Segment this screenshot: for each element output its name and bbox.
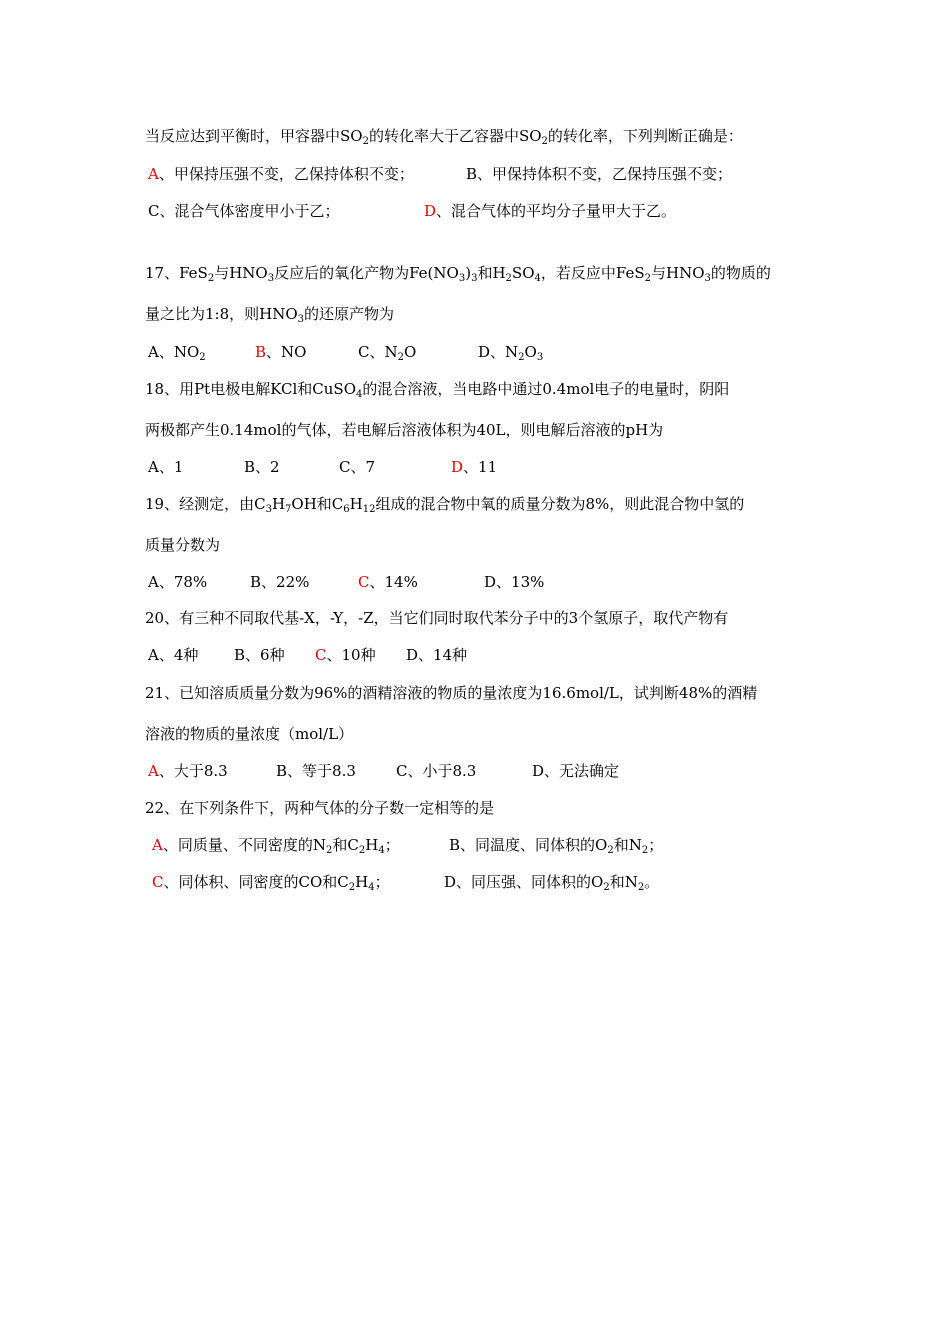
q21-option-c[interactable]: C、小于8.3 [396, 762, 477, 780]
q17-stem-line-2: 量之比为1:8，则$HNO_3$的还原产物为 [145, 305, 395, 325]
q21-option-a[interactable]: A、大于8.3 [148, 762, 228, 780]
q16-option-c[interactable]: C、混合气体密度甲小于乙； [148, 202, 340, 220]
q19-option-d[interactable]: D、13% [484, 573, 545, 591]
q20-option-a[interactable]: A、4种 [148, 646, 199, 664]
q16-options-row-2 [148, 201, 676, 221]
q21-option-d[interactable]: D、无法确定 [532, 762, 620, 780]
q18-options [148, 457, 497, 477]
q22-stem-line: 22、在下列条件下，两种气体的分子数一定相等的是 [145, 799, 495, 817]
q22-option-b[interactable]: B、同温度、同体积的$O_2$和$N_2$； [449, 836, 664, 856]
q16-options-row-1 [148, 164, 732, 184]
q19-stem-line-1: 19、经测定，由$C_3H_7OH$和$C_6H_{12}$组成的混合物中氧的质量分数为8%，则此混合物中氢的 [145, 495, 745, 515]
q17-options [148, 342, 543, 362]
q20-options [148, 645, 467, 665]
q22-option-a[interactable]: A、同质量、不同密度的$N_2$和$C_2H_4$； [152, 836, 400, 856]
q20-stem-line: 20、有三种不同取代基-X，-Y，-Z，当它们同时取代苯分子中的3个氢原子，取代产物有 [145, 609, 729, 627]
q18-stem-line-2: 两极都产生0.14mol的气体，若电解后溶液体积为40L，则电解后溶液的pH为 [145, 421, 664, 439]
q16-stem-line: 当反应达到平衡时，甲容器中$SO_2$的转化率大于乙容器中$SO_2$的转化率，下列判断正确是： [145, 127, 743, 147]
q19-option-b[interactable]: B、22% [250, 573, 310, 591]
q17-option-d[interactable]: D、$N_2O_3$ [478, 343, 544, 363]
q18-option-a[interactable]: A、1 [148, 458, 184, 476]
q22-options-row-2 [152, 872, 659, 892]
q18-stem-line-1: 18、用Pt电极电解KCl和CuSO$_4$的混合溶液，当电路中通过0.4mol电子的电量时，阴阳 [145, 380, 730, 400]
q19-options [148, 572, 544, 592]
q17-option-b[interactable]: B、NO [255, 343, 307, 361]
q22-option-c[interactable]: C、同体积、同密度的CO和$C_2H_4$； [152, 873, 390, 893]
q16-option-b[interactable]: B、甲保持体积不变，乙保持压强不变； [466, 165, 733, 183]
q21-stem-line-2: 溶液的物质的量浓度（mol/L） [145, 725, 354, 743]
q16-option-d[interactable]: D、混合气体的平均分子量甲大于乙。 [424, 202, 677, 220]
q21-option-b[interactable]: B、等于8.3 [276, 762, 356, 780]
q17-stem-line-1: 17、FeS$_2$与$HNO_3$反应后的氧化产物为$Fe(NO_3)_3$和$H_2SO_4$，若反应中FeS$_2$与$HNO_3$的物质的 [145, 264, 771, 284]
q17-option-a[interactable]: A、$NO_2$ [148, 343, 206, 363]
q16-option-a[interactable]: A、甲保持压强不变，乙保持体积不变； [148, 165, 414, 183]
q18-option-c[interactable]: C、7 [339, 458, 376, 476]
q18-option-b[interactable]: B、2 [244, 458, 280, 476]
q22-options-row-1 [152, 835, 663, 855]
q21-stem-line-1: 21、已知溶质质量分数为96%的酒精溶液的物质的量浓度为16.6mol/L，试判断48%的酒精 [145, 684, 758, 702]
q18-option-d[interactable]: D、11 [451, 458, 498, 476]
q22-option-d[interactable]: D、同压强、同体积的$O_2$和$N_2$。 [444, 873, 660, 893]
q19-stem-line-2: 质量分数为 [145, 536, 221, 554]
q20-option-b[interactable]: B、6种 [234, 646, 285, 664]
q19-option-a[interactable]: A、78% [148, 573, 208, 591]
q19-option-c[interactable]: C、14% [358, 573, 418, 591]
q17-option-c[interactable]: C、$N_2O$ [358, 343, 417, 363]
q20-option-c[interactable]: C、10种 [315, 646, 376, 664]
q20-option-d[interactable]: D、14种 [406, 646, 468, 664]
q21-options [148, 761, 619, 781]
